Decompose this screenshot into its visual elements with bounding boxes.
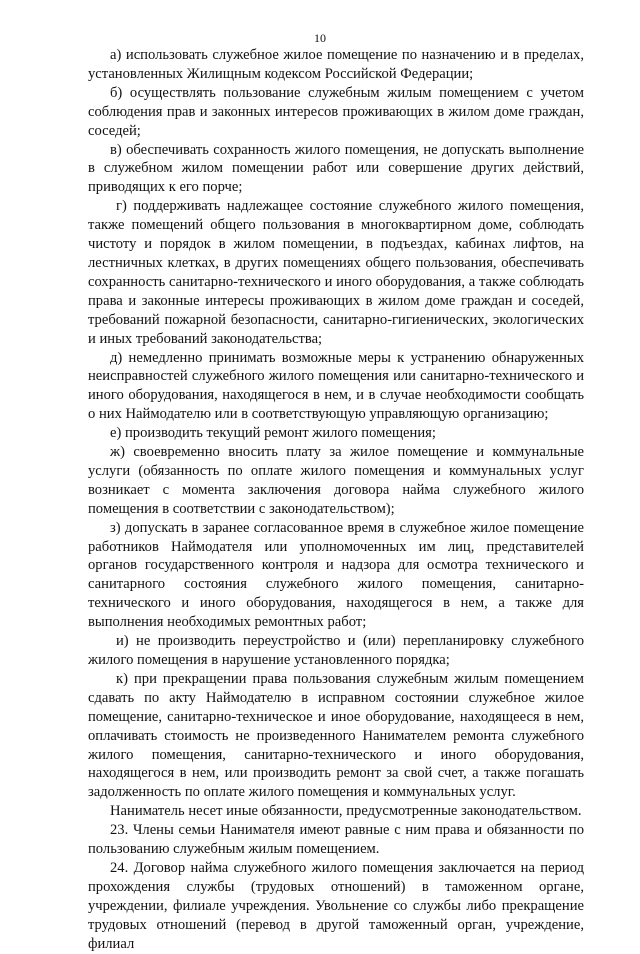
paragraph-item-g: г) поддерживать надлежащее состояние служебного жилого помещения, также помещений общего пользования в многоквартирном доме, соблюдать чистоту и порядок в жилом помещении, в подъездах, кабинах лифтов, на лестничных клетках, в других помещениях общего пользования, обеспечивать сохранность санитарно-технического и иного оборудования, а также соблюдать права и законные интересы проживающих в жилом доме граждан и соседей, требований пожарной безопасности, санитарно-гигиенических, экологических и иных требований законодательства;: [88, 198, 584, 347]
paragraph-item-k: к) при прекращении права пользования служебным жилым помещением сдавать по акту Наймодателю в исправном состоянии служебное жилое помещение, санитарно-техническое и иное оборудование, находящееся в нем, оплачивать стоимость не произведенного Нанимателем ремонта служебного жилого помещения, санитарно-технического и иного оборудования, находящегося в нем, или производить ремонт за свой счет, а также погашать задолженность по оплате жилого помещения и коммунальных услуг.: [88, 670, 584, 801]
paragraph-item-z: з) допускать в заранее согласованное время в служебное жилое помещение работников Наймодателя или уполномоченных им лиц, представителей органов государственного контроля и надзора для осмотра технического и санитарного состояния служебного жилого помещения, санитарно-технического и иного оборудования, находящегося в нем, а также для выполнения необходимых ремонтных работ;: [88, 519, 584, 631]
paragraph-item-e: е) производить текущий ремонт жилого помещения;: [110, 425, 436, 442]
document-text-body: [88, 46, 584, 954]
paragraph-other-duties: Наниматель несет иные обязанности, предусмотренные законодательством.: [110, 803, 582, 820]
paragraph-item-b: б) осуществлять пользование служебным жилым помещением с учетом соблюдения прав и законных интересов проживающих в жилом доме граждан, соседей;: [88, 84, 584, 139]
paragraph-item-a: а) использовать служебное жилое помещение по назначению и в пределах, установленных Жилищным кодексом Российской Федерации;: [88, 47, 584, 82]
page-number: 10: [314, 31, 326, 45]
paragraph-item-i: и) не производить переустройство и (или) перепланировку служебного жилого помещения в нарушение установленного порядка;: [88, 633, 584, 668]
paragraph-clause-23: 23. Члены семьи Нанимателя имеют равные с ним права и обязанности по пользованию служебным жилым помещением.: [88, 822, 584, 858]
paragraph-clause-24: 24. Договор найма служебного жилого помещения заключается на период прохождения службы (трудовых отношений) в таможенном органе, учреждении, филиале учреждения. Увольнение со службы либо прекращение трудовых отношений (перевод в другой таможенный орган, учреждение, филиал: [88, 859, 584, 952]
paragraph-item-zh: ж) своевременно вносить плату за жилое помещение и коммунальные услуги (обязанность по оплате жилого помещения и коммунальных услуг возникает с момента заключения договора найма служебного жилого помещения в соответствии с законодательством);: [88, 444, 584, 517]
paragraph-item-d: д) немедленно принимать возможные меры к устранению обнаруженных неисправностей служебного жилого помещения или санитарно-технического и иного оборудования, находящегося в нем, и в случае необходимости сообщать о них Наймодателю или в соответствующую управляющую организацию;: [88, 349, 584, 423]
paragraph-item-v: в) обеспечивать сохранность жилого помещения, не допускать выполнение в служебном жилом помещении работ или совершение других действий, приводящих к его порче;: [88, 141, 584, 196]
